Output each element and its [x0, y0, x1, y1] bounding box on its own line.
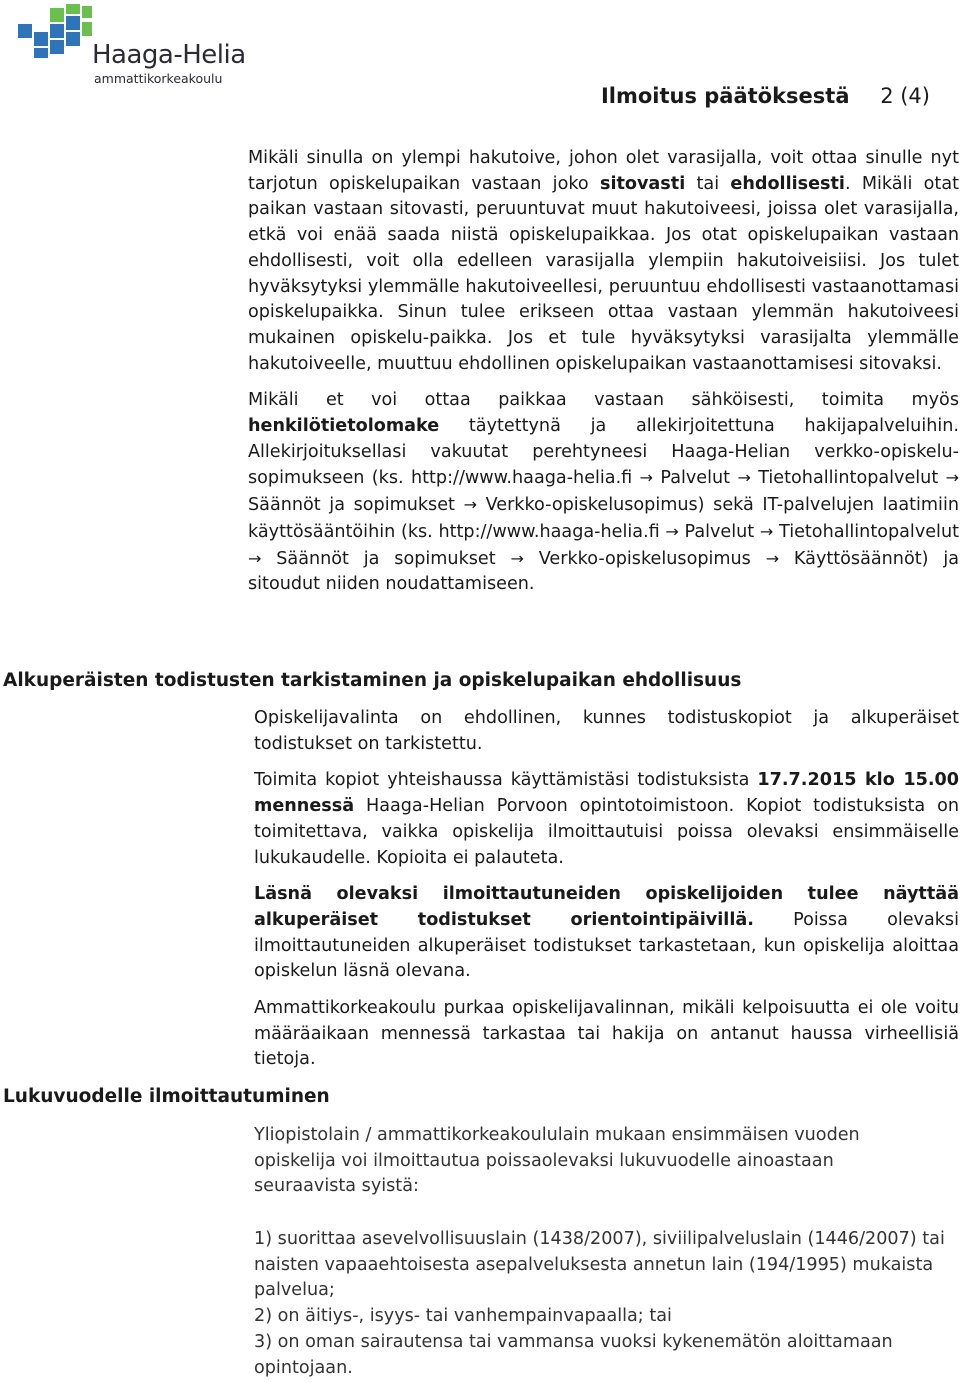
- intro-paragraph-acceptance: Mikäli sinulla on ylempi hakutoive, johon olet varasijalla, voit ottaa sinulle nyt tarjotun opiskelupaikan vastaan joko sitovasti tai ehdollisesti. Mikäli otat paikan vastaan sitovasti, peruuntuvat muut hakutoiveesi, joissa olet varasijalla, etkä voi enää saada niistä opiskelupaikkaa. Jos otat opiskelupaikan vastaan ehdollisesti, voit olla edelleen varasijalla ylempiin hakutoiveisiisi. Jos tulet hyväksytyksi ylemmälle hakutoiveellesi, peruuntuu ehdollisesti vastaanottamasi opiskelupaikka. Sinun tulee erikseen ottaa vastaan ylemmän hakutoiveesi mukainen opiskelu-paikka. Jos et tule hyväksytyksi varasijalta ylemmälle hakutoiveelle, muuttuu ehdollinen opiskelupaikan vastaanottamisesi sitovaksi.: [248, 148, 959, 374]
- section-heading-registration: Lukuvuodelle ilmoittautuminen: [3, 1086, 330, 1107]
- arrow-icon: →: [765, 548, 780, 568]
- page-number: 2 (4): [880, 84, 930, 108]
- certificates-paragraph-deadline: Toimita kopiot yhteishaussa käyttämistäsi todistuksista 17.7.2015 klo 15.00 mennessä Haaga-Helian Porvoon opintotoimistoon. Kopiot todistuksista on toimitettava, vaikka opiskelija ilmoittautuisi poissa olevaksi ensimmäiselle lukukaudelle. Kopioita ei palauteta.: [254, 770, 959, 868]
- list-item: 2) on äitiys-, isyys- tai vanhempainvapaalla; tai: [254, 1306, 672, 1327]
- arrow-icon: →: [665, 521, 679, 541]
- arrow-icon: →: [945, 468, 959, 488]
- section-heading-certificates: Alkuperäisten todistusten tarkistaminen ja opiskelupaikan ehdollisuus: [3, 670, 742, 691]
- logo-name: Haaga-Helia: [92, 40, 246, 70]
- arrow-icon: →: [737, 468, 751, 488]
- arrow-icon: →: [639, 468, 654, 488]
- intro-section: [248, 146, 959, 609]
- logo-subtitle: ammattikorkeakoulu: [94, 71, 223, 86]
- arrow-icon: →: [248, 548, 262, 568]
- arrow-icon: →: [463, 495, 477, 515]
- arrow-icon: →: [510, 548, 524, 568]
- list-item: 1) suorittaa asevelvollisuuslain (1438/2007), siviilipalveluslain (1446/2007) tai naisten vapaaehtoisesta asepalveluksesta annetun lain (194/1995) mukaista palvelua;: [254, 1229, 945, 1301]
- certificates-paragraph-originals: Läsnä olevaksi ilmoittautuneiden opiskelijoiden tulee näyttää alkuperäiset todistukset orientointipäivillä. Poissa olevaksi ilmoittautuneiden alkuperäiset todistukset tarkastetaan, kun opiskelija aloittaa opiskelun läsnä olevana.: [254, 884, 959, 982]
- intro-paragraph-personal-form: Mikäli et voi ottaa paikkaa vastaan sähköisesti, toimita myös henkilötietolomake täytettynä ja allekirjoitettuna hakijapalveluihin. Allekirjoituksellasi vakuutat perehtyneesi Haaga-Helian verkko-opiskelu-sopimukseen (ks. http://www.haaga-helia.fi → Palvelut → Tietohallintopalvelut → Säännöt ja sopimukset → Verkko-opiskelusopimus) sekä IT-palvelujen laatimiin käyttösääntöihin (ks. http://www.haaga-helia.fi → Palvelut → Tietohallintopalvelut → Säännöt ja sopimukset → Verkko-opiskelusopimus → Käyttösäännöt) ja sitoudut niiden noudattamiseen.: [248, 390, 959, 595]
- registration-reasons-list: [254, 1227, 959, 1381]
- list-item: 3) on oman sairautensa tai vammansa vuoksi kykenemätön aloittamaan opintojaan.: [254, 1331, 893, 1378]
- certificates-section: [254, 706, 959, 1084]
- document-header: [601, 84, 930, 108]
- haaga-helia-logo[interactable]: [14, 4, 246, 86]
- document-title: Ilmoitus päätöksestä: [600, 84, 850, 108]
- certificates-paragraph-conditional: Opiskelijavalinta on ehdollinen, kunnes todistuskopiot ja alkuperäiset todistukset on tarkistettu.: [254, 708, 959, 754]
- certificates-paragraph-cancellation: Ammattikorkeakoulu purkaa opiskelijavalinnan, mikäli kelpoisuutta ei ole voitu määräaikaan mennessä tarkastaa tai hakija on antanut haussa virheellisiä tietoja.: [254, 998, 959, 1070]
- logo-mark-icon: [14, 4, 104, 64]
- registration-intro: Yliopistolain / ammattikorkeakoululain mukaan ensimmäisen vuoden opiskelija voi ilmoittautua poissaolevaksi lukuvuodelle ainoastaan seuraavista syistä:: [254, 1125, 860, 1197]
- arrow-icon: →: [759, 521, 774, 541]
